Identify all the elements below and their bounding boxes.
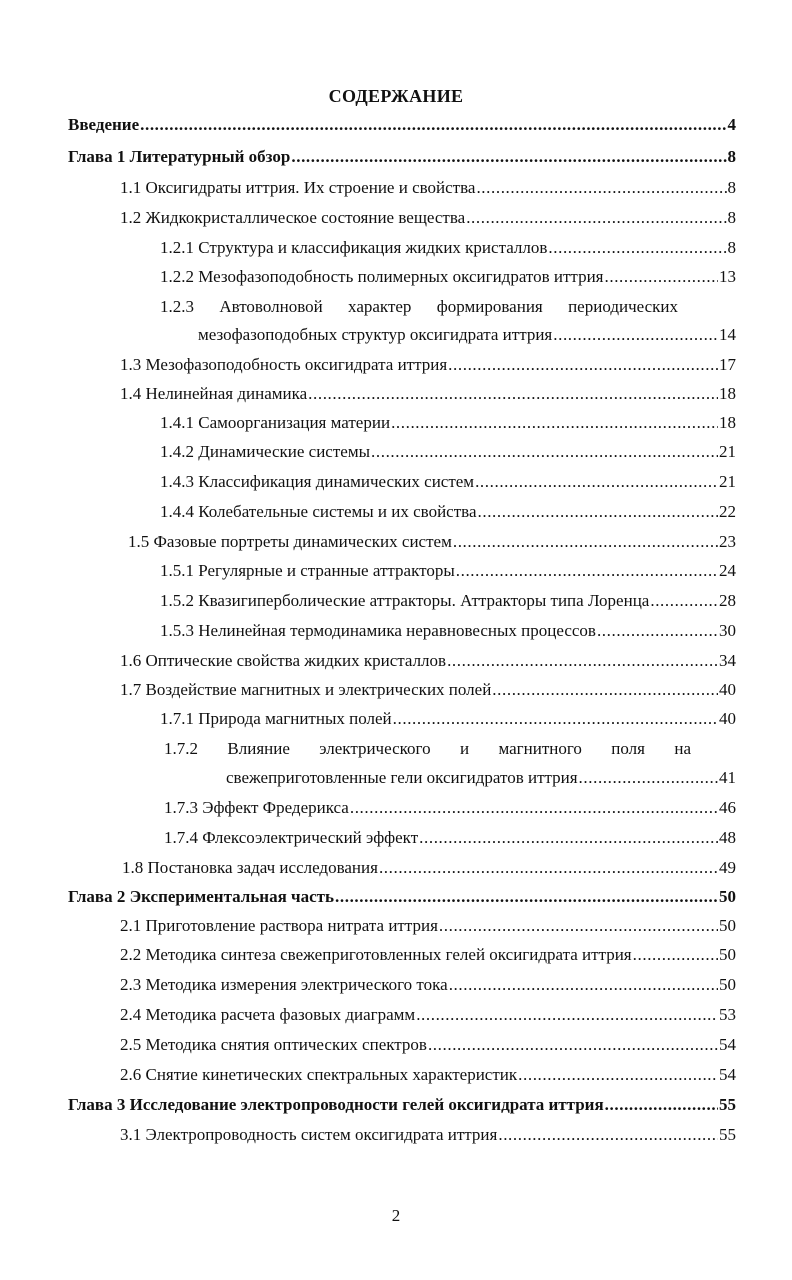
toc-entry-label: 2.2 Методика синтеза свежеприготовленных гелей оксигидрата иттрия (120, 945, 632, 964)
toc-entry[interactable] (120, 944, 736, 966)
toc-entry-label: 1.4.2 Динамические системы (160, 442, 371, 461)
toc-entry-label-cont: свежеприготовленные гели оксигидратов иттрия (226, 768, 578, 787)
toc-entry-label: 2.1 Приготовление раствора нитрата иттрия (120, 916, 438, 935)
toc-entry-label: 2.3 Методика измерения электрического тока (120, 975, 448, 994)
leader-dots (605, 1094, 718, 1116)
toc-entry-label-cont: мезофазоподобных структур оксигидрата иттрия (198, 325, 553, 344)
toc-entry-label: 1.7.4 Флексоэлектрический эффект (164, 828, 419, 847)
toc-entry-page: 34 (719, 651, 736, 670)
toc-entry-label: 2.5 Методика снятия оптических спектров (120, 1035, 427, 1054)
toc-entry-label: 1.2.3 Автоволновой характер формирования периодических (160, 297, 678, 316)
toc-entry-page: 50 (719, 887, 736, 906)
leader-dots (466, 207, 726, 229)
toc-entry-page: 14 (719, 325, 736, 344)
toc-entry-line1[interactable] (160, 296, 678, 318)
page-number: 2 (391, 1206, 401, 1225)
leader-dots (447, 650, 718, 672)
toc-entry-label: 1.5 Фазовые портреты динамических систем (128, 532, 452, 551)
leader-dots (633, 944, 718, 966)
toc-entry-page: 40 (719, 709, 736, 728)
toc-entry-label: 1.2 Жидкокристаллическое состояние вещества (120, 208, 466, 227)
leader-dots (579, 767, 718, 789)
toc-entry-label: 1.4.1 Самоорганизация материи (160, 413, 391, 432)
toc-entry-page: 40 (719, 680, 736, 699)
toc-entry[interactable] (120, 1124, 736, 1146)
leader-dots (428, 1034, 718, 1056)
leader-dots (498, 1124, 718, 1146)
toc-entry-page: 49 (719, 858, 736, 877)
toc-entry[interactable] (226, 767, 736, 789)
toc-entry-label: 1.4 Нелинейная динамика (120, 384, 308, 403)
toc-entry[interactable] (128, 531, 736, 553)
toc-entry-page: 50 (719, 975, 736, 994)
leader-dots (140, 114, 726, 136)
toc-entry[interactable] (122, 857, 736, 879)
toc-entry-label: 1.6 Оптические свойства жидких кристаллов (120, 651, 447, 670)
toc-entry[interactable] (120, 354, 736, 376)
toc-entry-label: 1.5.2 Квазигиперболические аттракторы. Аттракторы типа Лоренца (160, 591, 650, 610)
toc-entry[interactable] (160, 560, 736, 582)
toc-entry-label: 1.4.3 Классификация динамических систем (160, 472, 475, 491)
toc-entry-label: Глава 1 Литературный обзор (68, 147, 291, 166)
toc-entry-page: 50 (719, 945, 736, 964)
toc-entry-page: 22 (719, 502, 736, 521)
toc-entry-label: Глава 2 Экспериментальная часть (68, 887, 335, 906)
toc-entry-page: 53 (719, 1005, 736, 1024)
toc-entry-label: Глава 3 Исследование электропроводности гелей оксигидрата иттрия (68, 1095, 604, 1114)
leader-dots (335, 886, 718, 908)
toc-entry-label: 2.4 Методика расчета фазовых диаграмм (120, 1005, 416, 1024)
toc-entry-label: 1.2.2 Мезофазоподобность полимерных оксигидратов иттрия (160, 267, 604, 286)
toc-entry-line1[interactable] (164, 738, 691, 760)
toc-entry-label: 1.3 Мезофазоподобность оксигидрата иттрия (120, 355, 448, 374)
toc-entry[interactable] (120, 207, 736, 229)
leader-dots (391, 412, 718, 434)
toc-entry-label: 3.1 Электропроводность систем оксигидрата иттрия (120, 1125, 498, 1144)
toc-entry-label: 1.5.3 Нелинейная термодинамика неравновесных процессов (160, 621, 596, 640)
leader-dots (449, 974, 718, 996)
leader-dots (448, 354, 718, 376)
toc-entry[interactable] (198, 324, 736, 346)
toc-entry[interactable] (120, 177, 736, 199)
toc-entry-page: 21 (719, 442, 736, 461)
leader-dots (605, 266, 719, 288)
toc-entry-page: 24 (719, 561, 736, 580)
leader-dots (650, 590, 718, 612)
toc-entry-page: 54 (719, 1035, 736, 1054)
toc-entry-page: 18 (719, 413, 736, 432)
toc-entry[interactable] (120, 915, 736, 937)
toc-entry-page: 30 (719, 621, 736, 640)
toc-entry[interactable] (120, 1004, 736, 1026)
toc-entry[interactable] (160, 237, 736, 259)
toc-entry-label: 2.6 Снятие кинетических спектральных характеристик (120, 1065, 518, 1084)
toc-entry-page: 55 (719, 1125, 736, 1144)
toc-entry[interactable] (120, 679, 736, 701)
toc-entry-page: 8 (727, 238, 736, 257)
toc-entry[interactable] (120, 650, 736, 672)
toc-entry-label: 1.7.3 Эффект Фредерикса (164, 798, 349, 817)
toc-entry[interactable] (68, 886, 736, 908)
leader-dots (453, 531, 718, 553)
leader-dots (439, 915, 718, 937)
toc-entry-label: 1.7.1 Природа магнитных полей (160, 709, 392, 728)
toc-entry-label: 1.5.1 Регулярные и странные аттракторы (160, 561, 455, 580)
leader-dots (478, 501, 719, 523)
toc-entry-page: 48 (719, 828, 736, 847)
toc-entry-page: 46 (719, 798, 736, 817)
toc-entry-page: 50 (719, 916, 736, 935)
leader-dots (379, 857, 718, 879)
leader-dots (419, 827, 718, 849)
toc-entry[interactable] (160, 441, 736, 463)
toc-entry[interactable] (160, 620, 736, 642)
toc-entry[interactable] (160, 708, 736, 730)
toc-entry[interactable] (160, 266, 736, 288)
toc-entry-page: 13 (719, 267, 736, 286)
toc-entry[interactable] (68, 114, 736, 136)
leader-dots (475, 471, 718, 493)
toc-entry-page: 41 (719, 768, 736, 787)
page-title: СОДЕРЖАНИЕ (328, 86, 464, 106)
toc-entry-page: 4 (727, 115, 736, 134)
leader-dots (476, 177, 726, 199)
toc-entry[interactable] (160, 501, 736, 523)
toc-entry-page: 55 (719, 1095, 736, 1114)
leader-dots (548, 237, 726, 259)
toc-entry-page: 8 (727, 147, 736, 166)
toc-entry-page: 28 (719, 591, 736, 610)
toc-entry[interactable] (120, 383, 736, 405)
toc-entry-label: 1.8 Постановка задач исследования (122, 858, 378, 877)
toc-entry[interactable] (120, 1064, 736, 1086)
toc-entry-page: 17 (719, 355, 736, 374)
leader-dots (291, 146, 726, 168)
toc-entry-page: 23 (719, 532, 736, 551)
toc-entry-page: 18 (719, 384, 736, 403)
leader-dots (393, 708, 718, 730)
toc-entry-label: 1.2.1 Структура и классификация жидких кристаллов (160, 238, 548, 257)
leader-dots (416, 1004, 718, 1026)
toc-entry[interactable] (164, 827, 736, 849)
toc-entry[interactable] (120, 1034, 736, 1056)
leader-dots (350, 797, 718, 819)
leader-dots (492, 679, 718, 701)
toc-entry-page: 8 (727, 208, 736, 227)
leader-dots (456, 560, 718, 582)
toc-entry[interactable] (160, 590, 736, 612)
toc-entry[interactable] (120, 974, 736, 996)
toc-entry-label: 1.1 Оксигидраты иттрия. Их строение и свойства (120, 178, 476, 197)
leader-dots (553, 324, 718, 346)
toc-entry-page: 54 (719, 1065, 736, 1084)
toc-entry[interactable] (68, 1094, 736, 1116)
toc-entry[interactable] (160, 471, 736, 493)
toc-entry[interactable] (164, 797, 736, 819)
toc-entry-label: Введение (68, 115, 140, 134)
leader-dots (308, 383, 718, 405)
toc-entry[interactable] (68, 146, 736, 168)
toc-entry-label: 1.7 Воздействие магнитных и электрических полей (120, 680, 492, 699)
toc-entry-page: 21 (719, 472, 736, 491)
toc-entry[interactable] (160, 412, 736, 434)
toc-entry-page: 8 (727, 178, 736, 197)
toc-entry-label: 1.7.2 Влияние электрического и магнитного поля на (164, 739, 691, 758)
toc-entry-label: 1.4.4 Колебательные системы и их свойства (160, 502, 477, 521)
leader-dots (518, 1064, 718, 1086)
leader-dots (597, 620, 718, 642)
leader-dots (371, 441, 718, 463)
